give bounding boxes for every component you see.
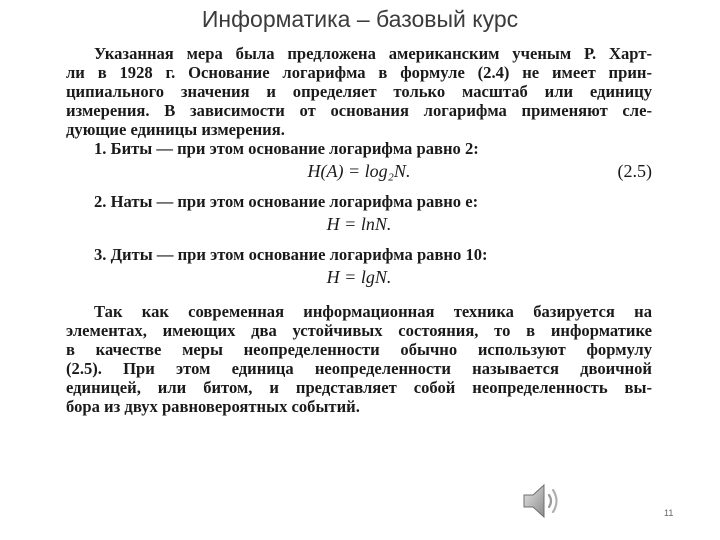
formula-bits xyxy=(66,158,652,184)
text-line: измерения. В зависимости от основания логарифма применяют сле- xyxy=(66,101,652,120)
page-number: 11 xyxy=(664,508,674,518)
formula-nats xyxy=(66,211,652,237)
formula-expression: H = lnN. xyxy=(326,214,392,234)
list-item-dits: 3. Диты — при этом основание логарифма равно 10: xyxy=(94,245,488,264)
intro-paragraph xyxy=(66,44,652,139)
formula-expression: H(A) = log₂N. xyxy=(307,161,411,181)
speaker-icon[interactable] xyxy=(520,478,566,524)
formula-expression: H = lgN. xyxy=(326,267,392,287)
scanned-text-block xyxy=(66,44,652,416)
text-line: единицей, или битом, и представляет собой неопределенность вы- xyxy=(66,378,652,397)
text-line: дующие единицы измерения. xyxy=(66,120,285,139)
text-line: Так как современная информационная техника базируется на xyxy=(94,302,652,321)
text-line: бора из двух равновероятных событий. xyxy=(66,397,360,416)
text-line: в качестве меры неопределенности обычно используют формулу xyxy=(66,340,652,359)
list-item-nats: 2. Наты — при этом основание логарифма равно e: xyxy=(94,192,479,211)
formula-dits xyxy=(66,264,652,290)
text-line: элементах, имеющих два устойчивых состояния, то в информатике xyxy=(66,321,652,340)
text-line: (2.5). При этом единица неопределенности называется двоичной xyxy=(66,359,652,378)
text-line: Указанная мера была предложена американским ученым Р. Харт- xyxy=(94,44,652,63)
formula-number: (2.5) xyxy=(617,161,652,181)
text-line: ли в 1928 г. Основание логарифма в формуле (2.4) не имеет прин- xyxy=(66,63,652,82)
text-line: ципиального значения и определяет только масштаб или единицу xyxy=(66,82,652,101)
list-item-bits: 1. Биты — при этом основание логарифма равно 2: xyxy=(94,139,479,158)
slide-title: Информатика – базовый курс xyxy=(201,6,519,32)
conclusion-paragraph xyxy=(66,302,652,416)
